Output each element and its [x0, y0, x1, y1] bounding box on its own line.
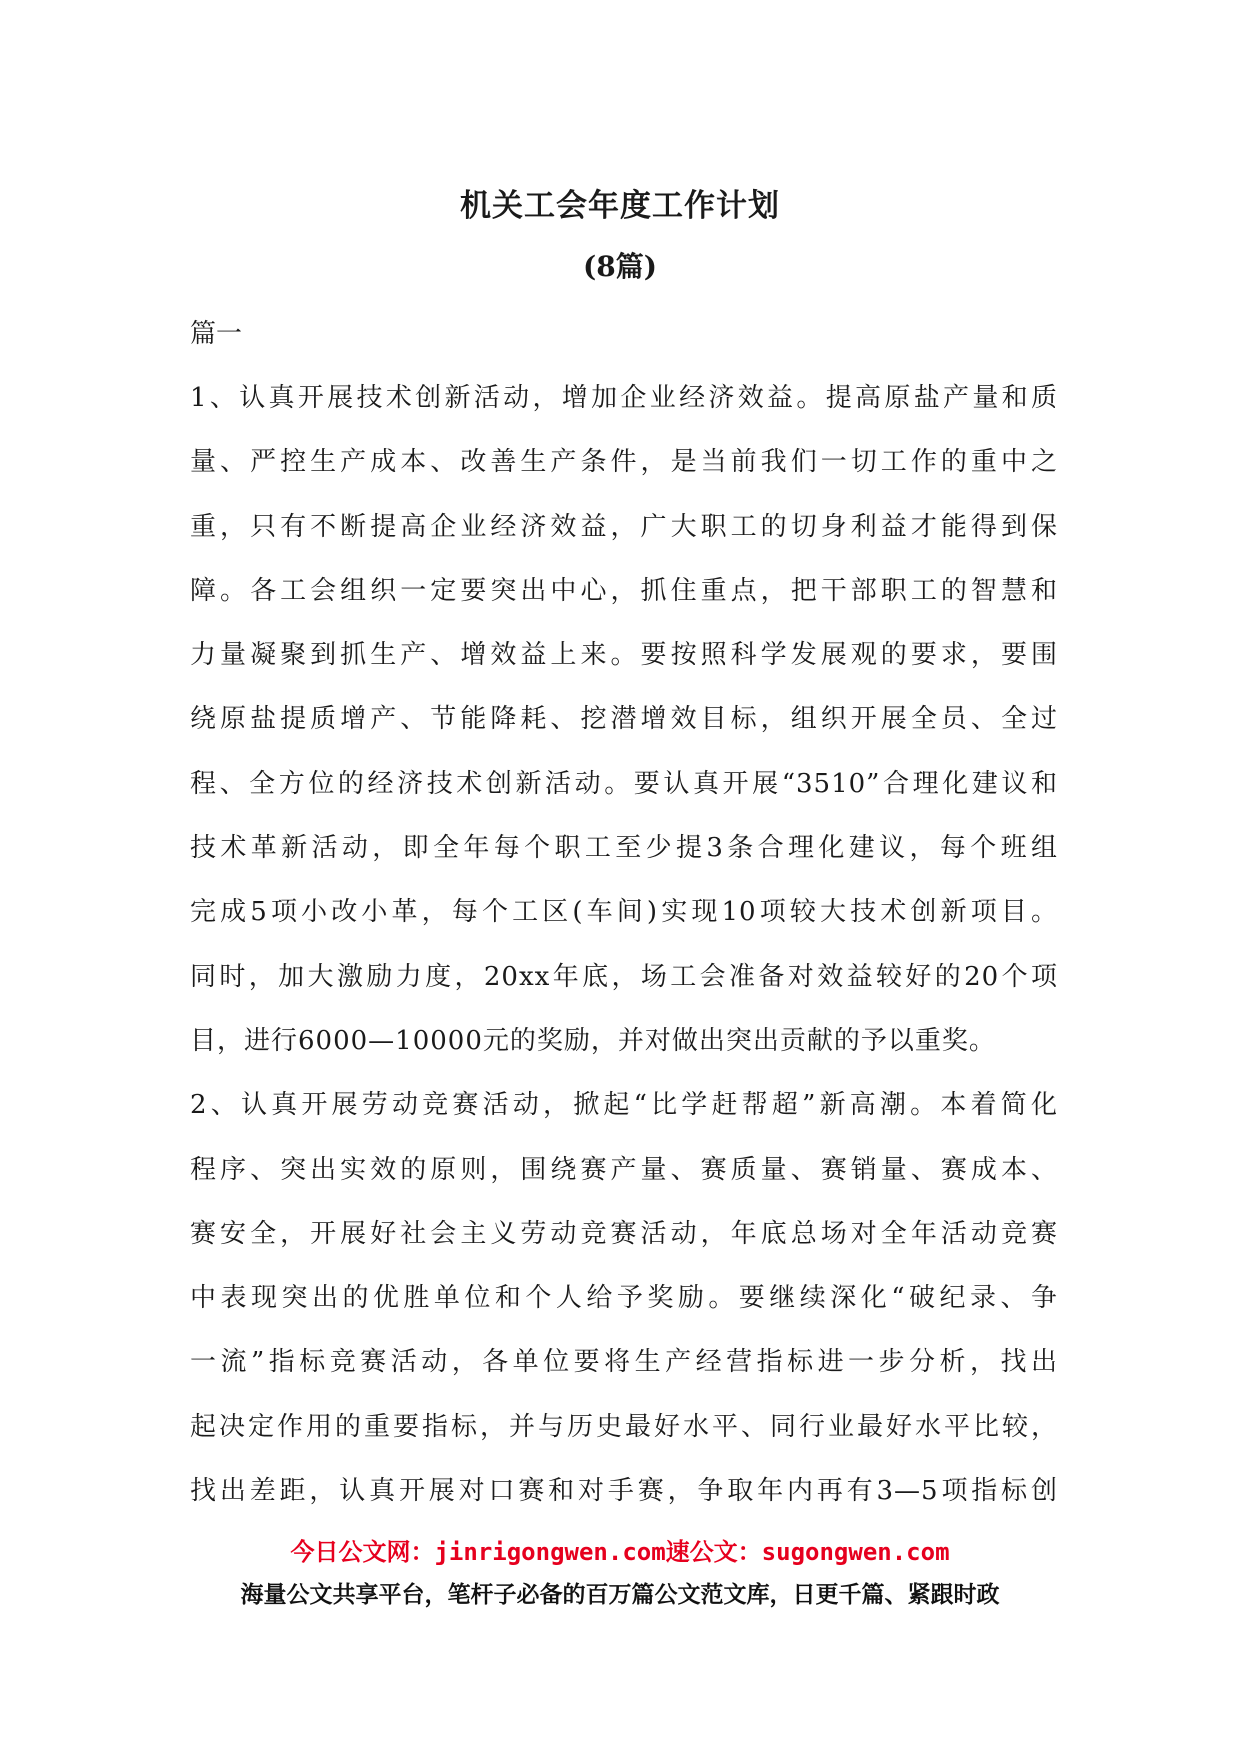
paragraph-lines	[190, 366, 1058, 1523]
text-line: 目，进行6000—10000元的奖励，并对做出突出贡献的予以重奖。	[190, 1025, 996, 1056]
text-line: 重，只有不断提高企业经济效益，广大职工的切身利益才能得到保	[190, 511, 1058, 542]
text-line: 同时，加大激励力度，20xx年底，场工会准备对效益较好的20个项	[190, 961, 1058, 992]
document-body	[190, 302, 1058, 1523]
site2-url[interactable]: sugongwen.com	[761, 1538, 950, 1566]
document-title: 机关工会年度工作计划	[460, 188, 780, 224]
text-line: 量、严控生产成本、改善生产条件，是当前我们一切工作的重中之	[190, 447, 1058, 478]
footer-banner	[0, 1533, 1240, 1615]
site2-label: 速公文：	[665, 1538, 762, 1566]
site1-label: 今日公文网：	[290, 1538, 435, 1566]
footer-sites	[0, 1533, 1240, 1571]
text-line: 中表现突出的优胜单位和个人给予奖励。要继续深化“破纪录、争	[190, 1283, 1058, 1314]
text-line: 绕原盐提质增产、节能降耗、挖潜增效目标，组织开展全员、全过	[190, 704, 1058, 735]
text-line: 障。各工会组织一定要突出中心，抓住重点，把干部职工的智慧和	[190, 575, 1058, 606]
text-line: 力量凝聚到抓生产、增效益上来。要按照科学发展观的要求，要围	[190, 640, 1058, 671]
section-label: 篇一	[190, 319, 243, 349]
text-line: 2、认真开展劳动竞赛活动，掀起“比学赶帮超”新高潮。本着简化	[190, 1090, 1058, 1121]
text-line: 一流”指标竞赛活动，各单位要将生产经营指标进一步分析，找出	[190, 1347, 1058, 1378]
text-line: 程、全方位的经济技术创新活动。要认真开展“3510”合理化建议和	[190, 768, 1058, 799]
text-line: 起决定作用的重要指标，并与历史最好水平、同行业最好水平比较，	[190, 1411, 1058, 1442]
text-line: 程序、突出实效的原则，围绕赛产量、赛质量、赛销量、赛成本、	[190, 1154, 1058, 1185]
text-line: 1、认真开展技术创新活动，增加企业经济效益。提高原盐产量和质	[190, 383, 1058, 413]
footer-slogan: 海量公文共享平台，笔杆子必备的百万篇公文范文库，日更千篇、紧跟时政	[240, 1582, 1000, 1608]
site1-url[interactable]: jinrigongwen.com	[434, 1538, 666, 1566]
text-line: 赛安全，开展好社会主义劳动竞赛活动，年底总场对全年活动竞赛	[190, 1218, 1058, 1249]
text-line: 完成5项小改小革，每个工区(车间)实现10项较大技术创新项目。	[190, 897, 1058, 928]
text-line: 找出差距，认真开展对口赛和对手赛，争取年内再有3—5项指标创	[190, 1476, 1058, 1507]
document-subtitle: (8篇)	[583, 250, 657, 283]
text-line: 技术革新活动，即全年每个职工至少提3条合理化建议，每个班组	[190, 833, 1058, 864]
